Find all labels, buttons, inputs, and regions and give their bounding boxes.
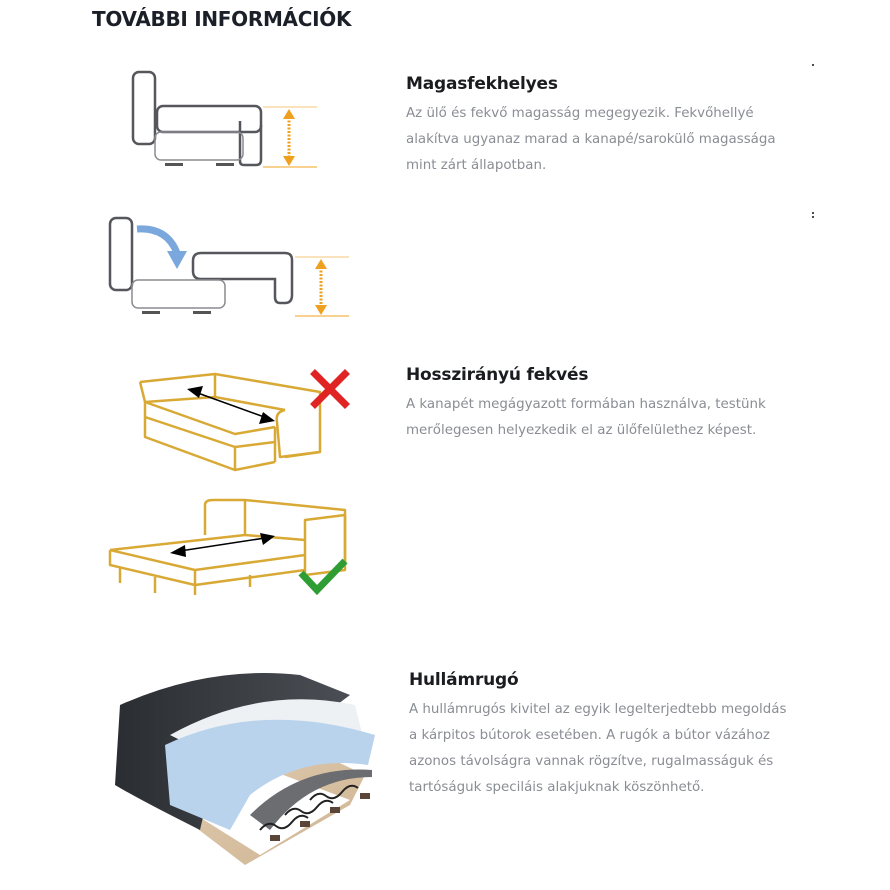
- section-magasfekhelyes: [406, 74, 786, 179]
- sofa-closed-height-icon: [120, 65, 330, 180]
- section-text: Az ülő és fekvő magasság megegyezik. Fekvőhellyé alakítva ugyanaz marad a kanapé/sarokülő magassága mint zárt állapotban.: [406, 106, 776, 173]
- page-title: TOVÁBBI INFORMÁCIÓK: [92, 7, 352, 31]
- wave-spring-cushion-image: [110, 665, 390, 865]
- section-hullamrugo: [409, 670, 789, 801]
- section-heading: Magasfekhelyes: [406, 74, 558, 94]
- edge-artifact: [812, 64, 814, 66]
- edge-artifact: [812, 212, 814, 214]
- edge-artifact: [812, 216, 814, 218]
- section-hosszirányú-fekves: [406, 365, 786, 444]
- sofa-bed-wrong-direction-icon: [135, 362, 355, 477]
- sofa-bed-correct-direction-icon: [105, 495, 355, 605]
- section-heading: Hosszirányú fekvés: [406, 365, 589, 385]
- section-text: A hullámrugós kivitel az egyik legelterjedtebb megoldás a kárpitos bútorok esetében. A rugók a bútor vázához azonos távolságra vannak rögzítve, rugalmasságuk és tartóságuk speciláis alakjuknak köszönhető.: [409, 702, 787, 795]
- section-heading: Hullámrugó: [409, 670, 519, 690]
- section-text: A kanapét megágyazott formában használva, testünk merőlegesen helyezkedik el az ülőfelülethez képest.: [406, 397, 766, 438]
- sofa-open-height-icon: [105, 215, 355, 325]
